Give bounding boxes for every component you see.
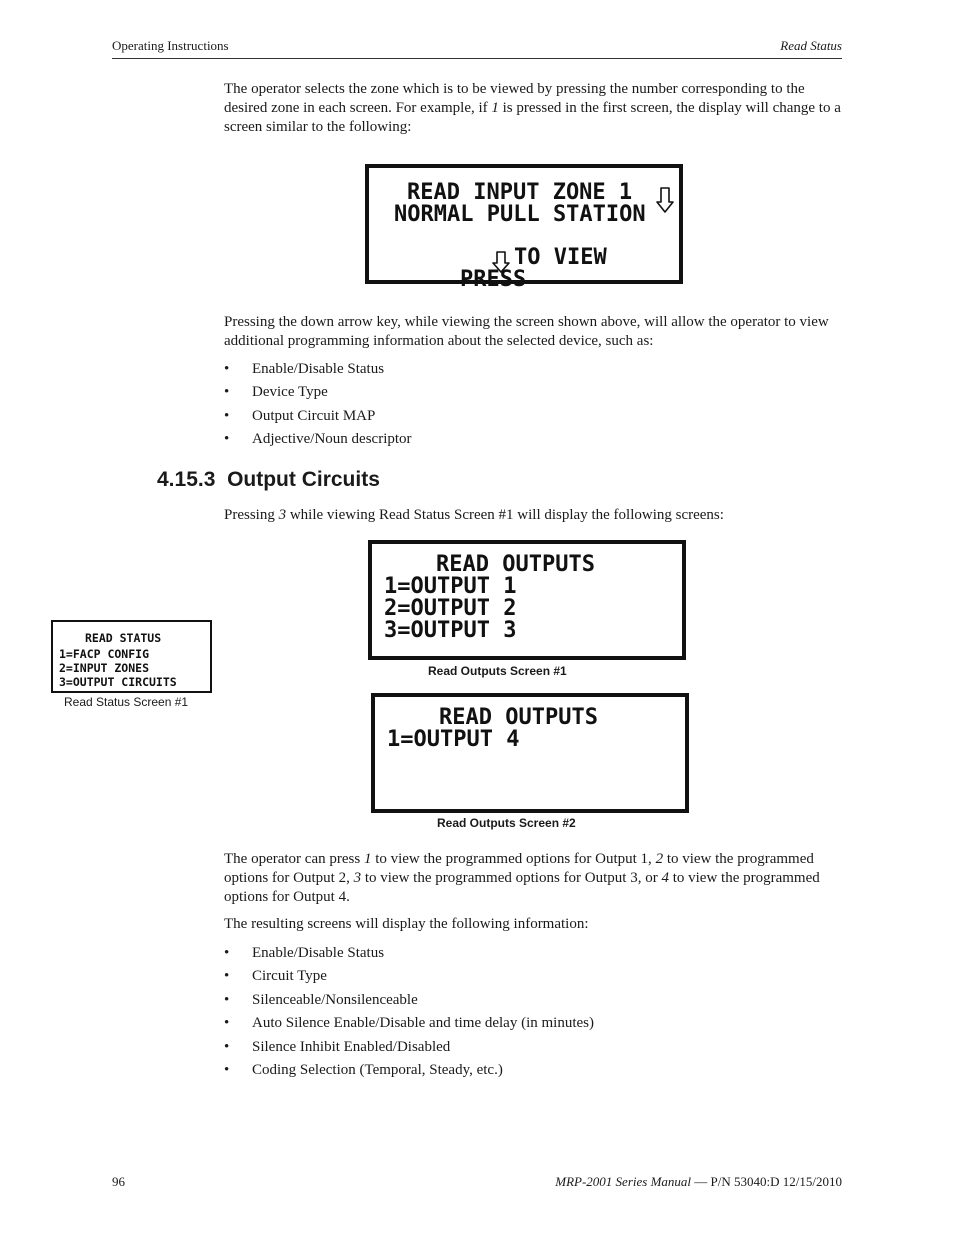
status-line-4: 3=OUTPUT CIRCUITS	[59, 675, 177, 689]
zone-screen-line-3: PRESS	[459, 267, 527, 292]
zone-screen-line-1: READ INPUT ZONE 1	[407, 180, 633, 205]
read-status-caption: Read Status Screen #1	[64, 695, 189, 709]
read-status-screen	[51, 620, 212, 693]
options-paragraph: The operator can press 1 to view the programmed options for Output 1, 2 to view the programmed options for Output 2, 3 to view the programmed options for Output 3, or 4 to view the programmed options for Output 4.	[224, 851, 820, 905]
list-item: • Output Circuit MAP	[224, 407, 376, 424]
list-item: • Adjective/Noun descriptor	[224, 431, 412, 448]
outputs1-line-4: 3=OUTPUT 3	[384, 618, 517, 643]
output-info-list	[224, 944, 842, 1084]
down-arrow-icon	[491, 250, 511, 274]
down-arrow-paragraph: Pressing the down arrow key, while viewing the screen shown above, will allow the operator to view additional programming information about the selected device, such as:	[224, 314, 829, 349]
list-item: • Circuit Type	[224, 968, 327, 985]
header-rule	[112, 58, 842, 59]
list-item: • Device Type	[224, 384, 328, 401]
list-item: • Enable/Disable Status	[224, 361, 385, 377]
zone-screen-line-3-suffix: TO VIEW	[514, 245, 607, 270]
list-item: • Silence Inhibit Enabled/Disabled	[224, 1038, 451, 1055]
intro-paragraph	[224, 80, 842, 137]
status-line-2: 1=FACP CONFIG	[59, 647, 150, 661]
outputs1-line-3: 2=OUTPUT 2	[384, 596, 517, 621]
page-number: 96	[112, 1174, 125, 1189]
section-heading: 4.15.3 Output Circuits	[157, 468, 380, 491]
footer-manual-info: MRP-2001 Series Manual — P/N 53040:D 12/15/2010	[555, 1174, 842, 1189]
list-item: • Enable/Disable Status	[224, 945, 385, 961]
read-outputs-screen-2	[371, 693, 689, 813]
outputs1-line-2: 1=OUTPUT 1	[384, 574, 517, 599]
outputs-screen-1-caption: Read Outputs Screen #1	[428, 664, 567, 678]
running-header-right: Read Status	[780, 38, 842, 53]
zone-screen-line-2: NORMAL PULL STATION	[394, 202, 646, 227]
list-item: • Coding Selection (Temporal, Steady, etc.)	[224, 1061, 503, 1078]
intro-text-1: The operator selects the zone which is to be viewed by pressing the number corresponding to the desired zone in each screen. For example, if	[224, 81, 805, 116]
status-line-1: READ STATUS	[85, 631, 162, 645]
intro-key: 1	[491, 100, 499, 116]
pressing-paragraph: Pressing 3 while viewing Read Status Screen #1 will display the following screens:	[224, 507, 724, 523]
outputs1-line-1: READ OUTPUTS	[436, 552, 595, 577]
status-line-3: 2=INPUT ZONES	[59, 661, 150, 675]
running-header-left: Operating Instructions	[112, 38, 229, 53]
outputs2-line-2: 1=OUTPUT 4	[387, 727, 520, 752]
device-info-list	[224, 360, 842, 454]
read-input-zone-screen	[365, 164, 683, 292]
intro-text-2: is pressed in the first screen, the display will change to a screen similar to the following:	[224, 100, 841, 135]
resulting-paragraph: The resulting screens will display the following information:	[224, 916, 589, 932]
outputs2-line-1: READ OUTPUTS	[439, 705, 598, 730]
list-item: • Silenceable/Nonsilenceable	[224, 991, 418, 1008]
outputs-screen-2-caption: Read Outputs Screen #2	[437, 816, 576, 830]
list-item: • Auto Silence Enable/Disable and time delay (in minutes)	[224, 1015, 594, 1032]
read-outputs-screen-1	[368, 540, 686, 660]
